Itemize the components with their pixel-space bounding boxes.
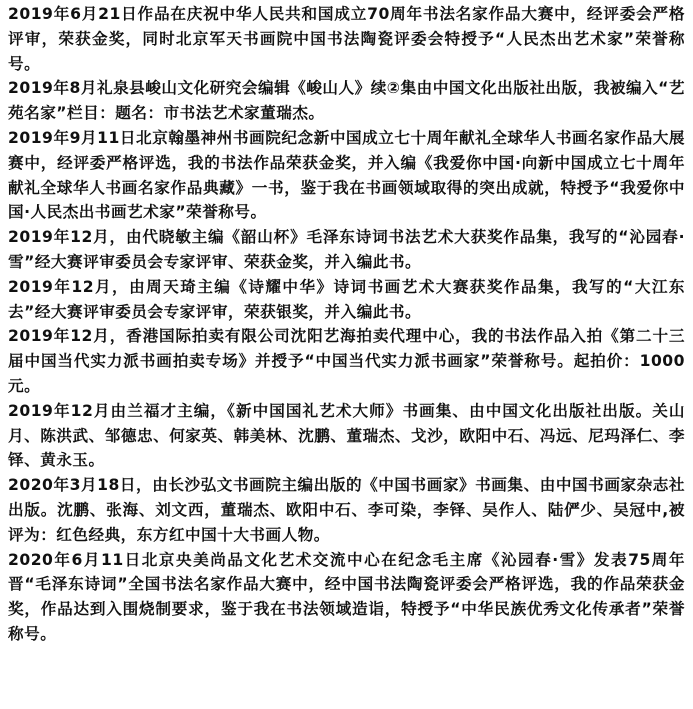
paragraph-auction-2019-12: 2019年12月，香港国际拍卖有限公司沈阳艺海拍卖代理中心，我的书法作品入拍《第二十三届中国当代实力派书画拍卖专场》并授予“中国当代实力派书画家”荣誉称号。起拍价：1000元。 — [8, 327, 685, 395]
paragraph-award-2019-12-shaoshan: 2019年12月，由代晓敏主编《韶山杯》毛泽东诗词书法艺术大获奖作品集，我写的“沁园春·雪”经大赛评审委员会专家评审、荣获金奖，并入编此书。 — [8, 228, 685, 271]
paragraph-publication-2019-12: 2019年12月由兰福才主编，《新中国国礼艺术大师》书画集、由中国文化出版社出版。关山月、陈洪武、邹德忠、何家英、韩美林、沈鹏、董瑞杰、戈沙，欧阳中石、冯远、尼玛泽仁、李铎、黄永玉。 — [8, 401, 685, 470]
paragraph-award-2020-06: 2020年6月11日北京央美尚品文化艺术交流中心在纪念毛主席《沁园春·雪》发表75周年晋“毛泽东诗词”全国书法名家作品大赛中，经中国书法陶瓷评委会严格评选，我的作品荣获金奖，作品达到入围烧制要求，鉴于我在书法领域造诣，特授予“中华民族优秀文化传承者”荣誉称号。 — [8, 550, 685, 643]
paragraph-award-2019-06: 2019年6月21日作品在庆祝中华人民共和国成立70周年书法名家作品大赛中，经评委会严格评审，荣获金奖，同时北京军天书画院中国书法陶瓷评委会特授予“人民杰出艺术家”荣誉称号。 — [8, 5, 685, 73]
paragraph-publication-2019-08: 2019年8月礼泉县峻山文化研究会编辑《峻山人》续②集由中国文化出版社出版，我被编入“艺苑名家”栏目：题名：市书法艺术家董瑞杰。 — [8, 79, 685, 123]
paragraph-award-2019-09: 2019年9月11日北京翰墨神州书画院纪念新中国成立七十周年献礼全球华人书画名家作品大展赛中，经评委严格评选，我的书法作品荣获金奖，并入编《我爱你中国·向新中国成立七十周年献礼全球华人书画名家作品典藏》一书，鉴于我在书画领域取得的突出成就，特授予“我爱你中国·人民杰出书画艺术家”荣誉称号。 — [8, 128, 685, 222]
paragraph-award-2019-12-shiyao: 2019年12月，由周天琦主编《诗耀中华》诗词书画艺术大赛获奖作品集，我写的“大江东去”经大赛评审委员会专家评审，荣获银奖，并入编此书。 — [8, 277, 685, 321]
paragraph-publication-2020-03: 2020年3月18日，由长沙弘文书画院主编出版的《中国书画家》书画集、由中国书画家杂志社出版。沈鹏、张海、刘文西，董瑞杰、欧阳中石、李可染，李铎、吴作人、陆俨少、吴冠中,被评为：红色经典，东方红中国十大书画人物。 — [8, 476, 685, 544]
